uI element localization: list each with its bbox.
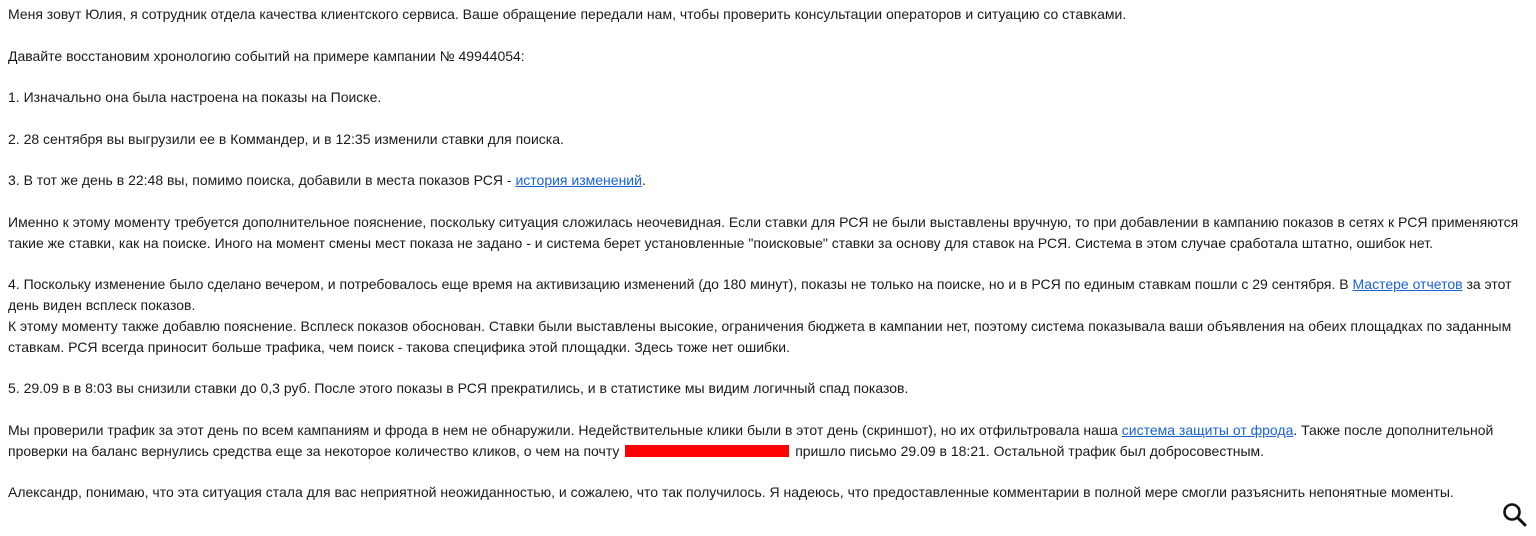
paragraph-step-5: 5. 29.09 в в 8:03 вы снизили ставки до 0,3 руб. После этого показы в РСЯ прекратились, и в статистике мы видим логичный спад показов.	[8, 380, 909, 397]
paragraph-closing: Александр, понимаю, что эта ситуация стала для вас неприятной неожиданностью, и сожалею, что так получилось. Я надеюсь, что предоставленные комментарии в полной мере смогли разъяснить непонятные моменты.	[8, 484, 1454, 501]
step-4-text: 4. Поскольку изменение было сделано вечером, и потребовалось еще время на активизацию изменений (до 180 минут), показы не только на поиске, но и в РСЯ по единым ставкам пошли с 29 сентября. В	[8, 276, 1353, 293]
paragraph-explanation-rsya: Именно к этому моменту требуется дополнительное пояснение, поскольку ситуация сложилась неочевидная. Если ставки для РСЯ не были выставлены вручную, то при добавлении в кампанию показов в сетях к РСЯ применяются такие же ставки, как на поиске. Иного на момент смены мест показа не задано - и система берет установленные "поисковые" ставки за основу для ставок на РСЯ. Система в этом случае сработала штатно, ошибок нет.	[8, 213, 1519, 251]
paragraph-spike-explanation: К этому моменту также добавлю пояснение. Всплеск показов обоснован. Ставки были выставлены высокие, ограничения бюджета в кампании нет, поэтому система показывала ваши объявления на обеих площадках по заданным ставкам. РСЯ всегда приносит больше трафика, чем поиск - такова специфика этой площадки. Здесь тоже нет ошибки.	[8, 317, 1512, 355]
step-3-text: 3. В тот же день в 22:48 вы, помимо поиска, добавили в места показов РСЯ -	[8, 172, 516, 189]
fraud-protection-link[interactable]: система защиты от фрода	[1121, 421, 1294, 438]
report-wizard-link[interactable]: Мастере отчетов	[1352, 276, 1463, 293]
redacted-email	[625, 445, 789, 457]
fraud-check-text: Мы проверили трафик за этот день по всем кампаниям и фрода в нем не обнаружили. Недействительные клики были в этот день (скриншот), но их отфильтровала наша	[8, 421, 1122, 438]
paragraph-fraud-check	[8, 420, 1530, 462]
change-history-link[interactable]: история изменений	[515, 172, 642, 189]
search-button[interactable]	[1500, 500, 1530, 530]
paragraph-step-1: 1. Изначально она была настроена на показы на Поиске.	[8, 89, 382, 106]
fraud-check-mid: . Также после дополнительной проверки на баланс вернулись средства еще за некоторое количество кликов, о чем на почту	[8, 421, 1494, 459]
paragraph-step-2: 2. 28 сентября вы выгрузили ее в Коммандер, и в 12:35 изменили ставки для поиска.	[8, 130, 564, 147]
paragraph-step-4	[8, 274, 1530, 316]
paragraph-step-3	[8, 170, 1530, 191]
search-icon	[1500, 500, 1530, 530]
support-letter	[8, 4, 1530, 503]
paragraph-intro: Меня зовут Юлия, я сотрудник отдела качества клиентского сервиса. Ваше обращение передали нам, чтобы проверить консультации операторов и ситуацию со ставками.	[8, 6, 1127, 22]
step-4-end: за этот день виден всплеск показов.	[8, 276, 1512, 314]
step-3-end: .	[641, 172, 646, 189]
paragraph-chronology-intro: Давайте восстановим хронологию событий на примере кампании № 49944054:	[8, 47, 525, 64]
fraud-check-end: пришло письмо 29.09 в 18:21. Остальной трафик был добросовестным.	[795, 442, 1265, 459]
